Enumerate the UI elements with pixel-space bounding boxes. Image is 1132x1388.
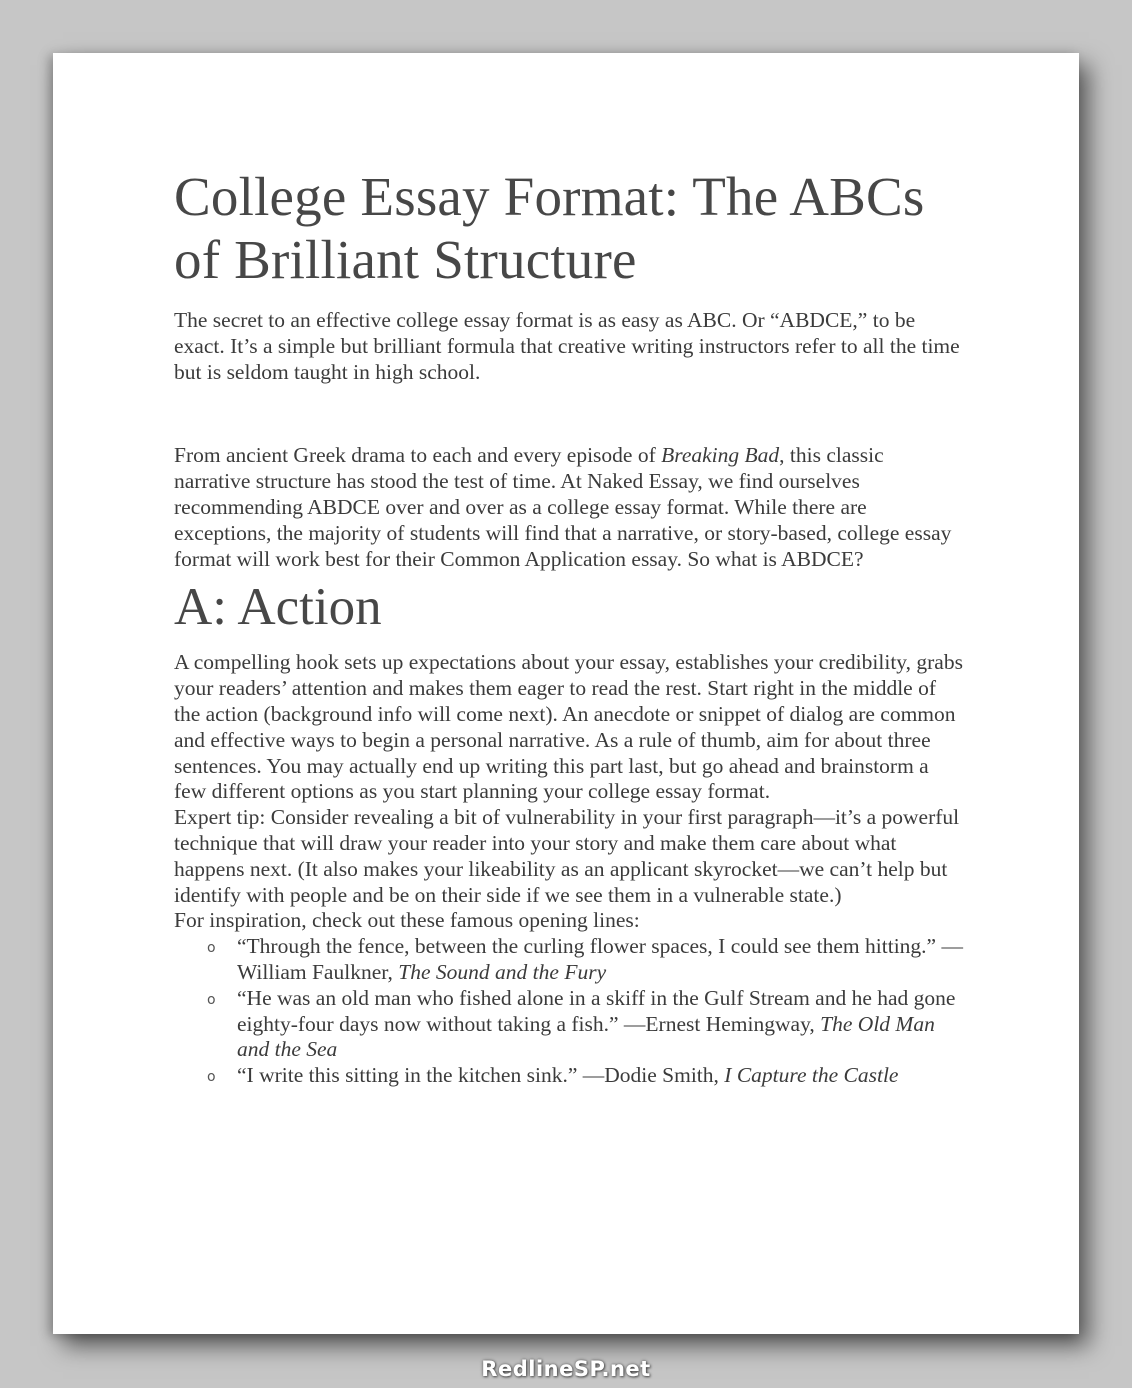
quote-text: “He was an old man who fished alone in a skiff in the Gulf Stream and he had gone eighty-four days now without taking a fish.” —Ernest Hemingway, xyxy=(237,985,956,1036)
narrative-text-before: From ancient Greek drama to each and every episode of xyxy=(174,443,662,468)
watermark-text: RedlineSP.net xyxy=(481,1357,651,1381)
quote-text: “I write this sitting in the kitchen sink.” —Dodie Smith, xyxy=(237,1063,725,1088)
narrative-text-after: , this classic narrative structure has stood the test of time. At Naked Essay, we find ourselves recommending ABDCE over and over as a college essay format. While there are exceptions, the majority of students will find that a narrative, or story-based, college essay format will work best for their Common Application essay. So what is ABDCE? xyxy=(174,443,952,571)
book-title: The Sound and the Fury xyxy=(398,959,607,984)
show-title-breaking-bad: Breaking Bad xyxy=(661,443,780,468)
book-title: I Capture the Castle xyxy=(724,1063,899,1088)
hollow-bullet-icon: o xyxy=(207,1069,216,1086)
intro-paragraph: The secret to an effective college essay format is as easy as ABC. Or “ABDCE,” to be exact. It’s a simple but brilliant formula that creative writing instructors refer to all the time but is seldom taught in high school. xyxy=(174,308,960,384)
hollow-bullet-icon: o xyxy=(207,991,216,1008)
expert-tip-paragraph: Expert tip: Consider revealing a bit of vulnerability in your first paragraph—it’s a powerful technique that will draw your reader into your story and make them care about what happens next. (It also makes your likeability as an applicant skyrocket—we can’t help but identify with people and be on their side if we see them in a vulnerable state.) xyxy=(174,805,960,907)
action-paragraph: A compelling hook sets up expectations about your essay, establishes your credibility, grabs your readers’ attention and makes them eager to read the rest. Start right in the middle of the action (background info will come next). An anecdote or snippet of dialog are common and effective ways to begin a personal narrative. As a rule of thumb, aim for about three sentences. You may actually end up writing this part last, but go ahead and brainstorm a few different options as you start planning your college essay format. xyxy=(174,650,963,804)
inspiration-line: For inspiration, check out these famous opening lines: xyxy=(174,908,640,933)
quote-text: “Through the fence, between the curling flower spaces, I could see them hitting.” —William Faulkner, xyxy=(237,934,963,984)
narrative-paragraph xyxy=(174,443,964,572)
document-content xyxy=(174,165,964,1089)
document-title: College Essay Format: The ABCs of Brilliant Structure xyxy=(174,166,925,290)
section-heading-action: A: Action xyxy=(174,578,382,637)
list-item xyxy=(174,1063,964,1089)
list-item xyxy=(174,986,964,1063)
hollow-bullet-icon: o xyxy=(207,940,216,957)
list-item xyxy=(174,934,964,986)
document-page xyxy=(53,53,1079,1334)
book-title: The Old Man and the Sea xyxy=(237,1011,935,1062)
opening-lines-list xyxy=(174,934,964,1089)
